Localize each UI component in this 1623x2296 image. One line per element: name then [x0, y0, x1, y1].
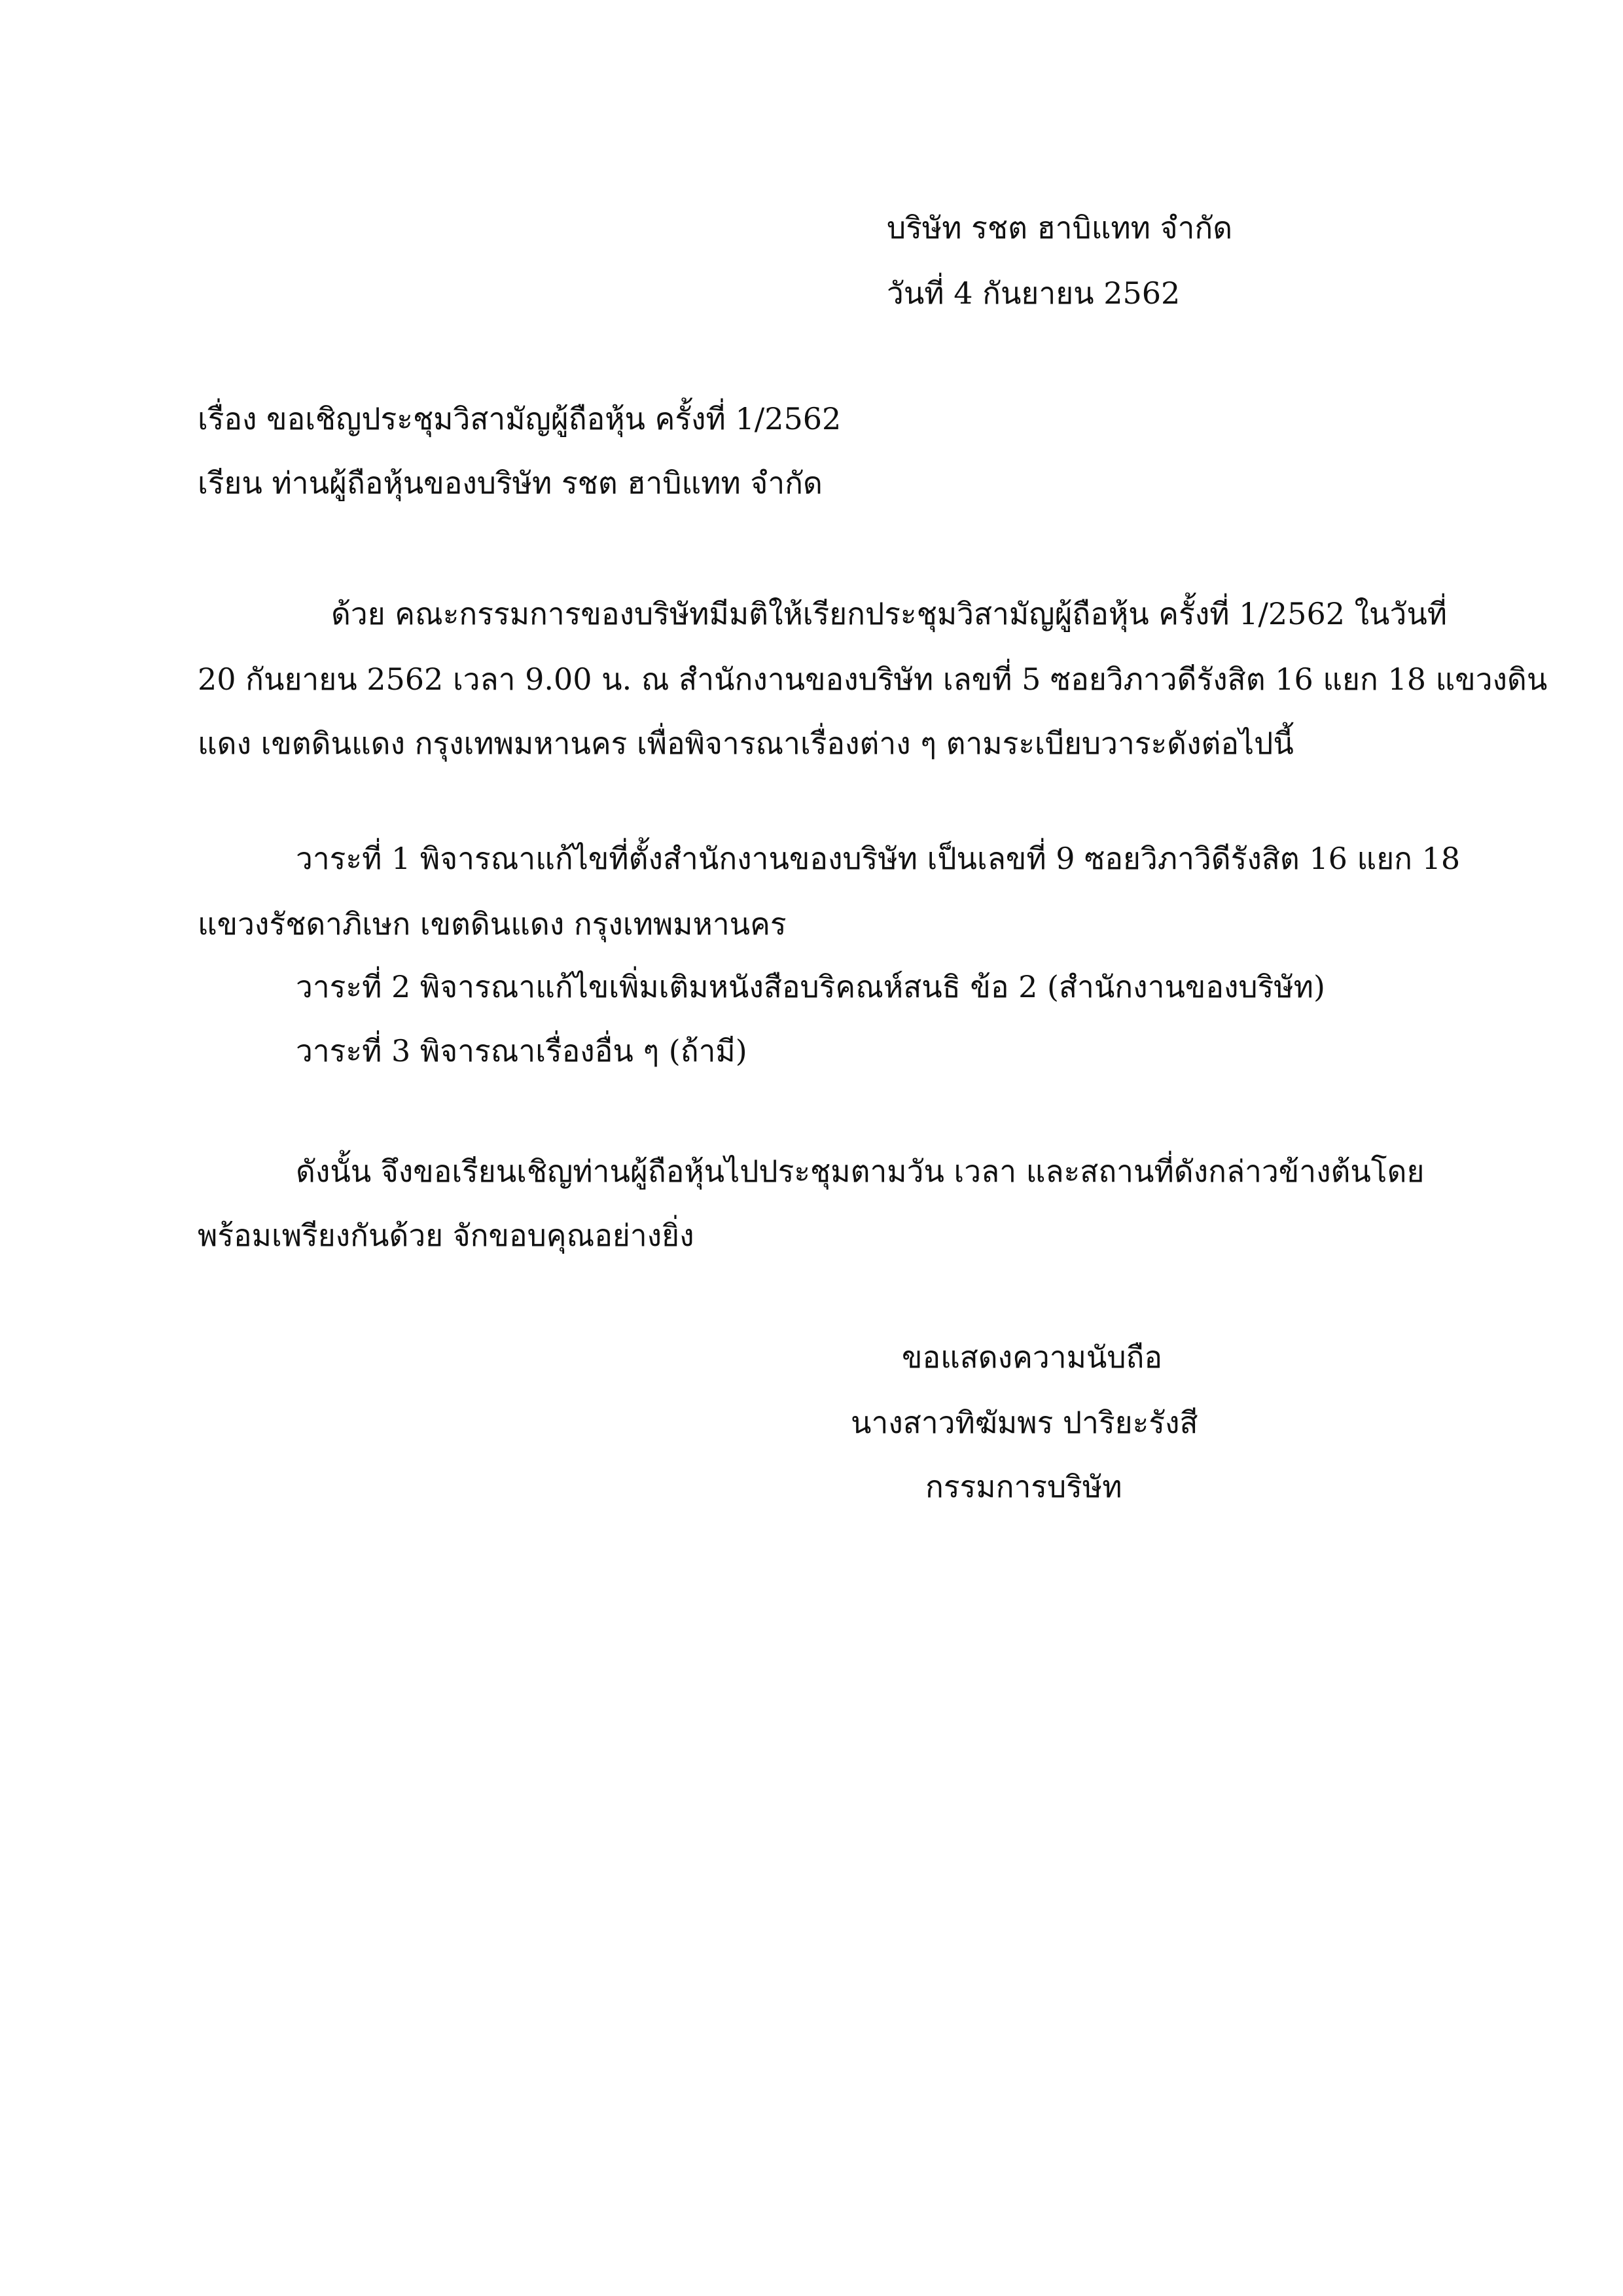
agenda-item3: วาระที่ 3 พิจารณาเรื่องอื่น ๆ (ถ้ามี): [296, 1033, 747, 1069]
subject-line: เรื่อง ขอเชิญประชุมวิสามัญผู้ถือหุ้น ครั้งที่ 1/2562: [198, 401, 842, 436]
company-name: บริษัท รชต ฮาบิแทท จำกัด: [887, 210, 1233, 245]
agenda-item1-line2: แขวงรัชดาภิเษก เขตดินแดง กรุงเทพมหานคร: [198, 906, 787, 942]
paragraph1-line2: 20 กันยายน 2562 เวลา 9.00 น. ณ สำนักงานของบริษัท เลขที่ 5 ซอยวิภาวดีรังสิต 16 แยก 18 แขวงดิน: [198, 662, 1548, 697]
closing-phrase: ขอแสดงความนับถือ: [902, 1339, 1163, 1375]
paragraph2-line2: พร้อมเพรียงกันด้วย จักขอบคุณอย่างยิ่ง: [198, 1218, 694, 1253]
paragraph1-line1: ด้วย คณะกรรมการของบริษัทมีมติให้เรียกประชุมวิสามัญผู้ถือหุ้น ครั้งที่ 1/2562 ในวันที่: [331, 596, 1448, 631]
paragraph2-line1: ดังนั้น จึงขอเรียนเชิญท่านผู้ถือหุ้นไปประชุมตามวัน เวลา และสถานที่ดังกล่าวข้างต้นโดย: [296, 1154, 1425, 1189]
agenda-item2: วาระที่ 2 พิจารณาแก้ไขเพิ่มเติมหนังสือบริคณห์สนธิ ข้อ 2 (สำนักงานของบริษัท): [296, 969, 1325, 1004]
agenda-item1-line1: วาระที่ 1 พิจารณาแก้ไขที่ตั้งสำนักงานของบริษัท เป็นเลขที่ 9 ซอยวิภาวิดีรังสิต 16 แยก 18: [296, 841, 1461, 876]
letter-date: วันที่ 4 กันยายน 2562: [887, 275, 1181, 311]
signer-name: นางสาวทิฆัมพร ปาริยะรังสี: [851, 1405, 1198, 1440]
recipient-line: เรียน ท่านผู้ถือหุ้นของบริษัท รชต ฮาบิแทท จำกัด: [198, 465, 823, 501]
signer-title: กรรมการบริษัท: [925, 1469, 1122, 1504]
paragraph1-line3: แดง เขตดินแดง กรุงเทพมหานคร เพื่อพิจารณาเรื่องต่าง ๆ ตามระเบียบวาระดังต่อไปนี้: [198, 726, 1294, 761]
